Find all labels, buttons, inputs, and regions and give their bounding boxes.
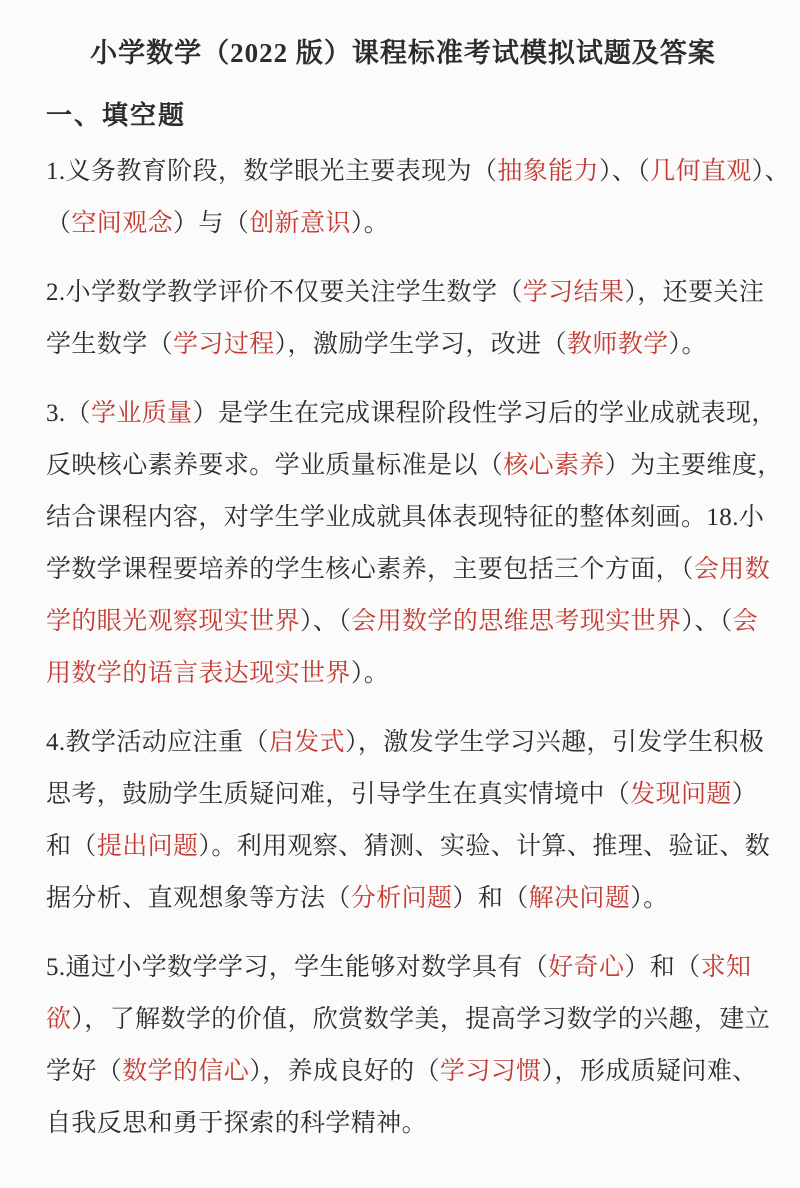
body-text: ），形成质疑问难、	[541, 1058, 758, 1085]
answer-text: 几何直观	[650, 158, 752, 185]
text-line	[46, 1046, 760, 1098]
body-text: ），激发学生学习兴趣，引发学生积极	[344, 729, 765, 756]
body-text: 自我反思和勇于探索的科学精神。	[46, 1110, 428, 1137]
questions-list	[46, 146, 791, 1150]
body-text: ），还要关注	[624, 279, 765, 306]
document-title: 小学数学（2022 版）课程标准考试模拟试题及答案	[90, 38, 716, 68]
body-text: 思考，鼓励学生质疑问难，引导学生在真实情境中（	[46, 781, 631, 808]
question-paragraph	[46, 267, 765, 371]
body-text: （	[46, 210, 72, 237]
body-text: ）。	[350, 210, 390, 237]
body-text: ）是学生在完成课程阶段性学习后的学业成就表现，	[192, 400, 777, 427]
answer-text: 启发式	[268, 729, 345, 756]
answer-text: 学习结果	[522, 279, 625, 306]
answer-text: 数学的信心	[122, 1058, 250, 1085]
body-text: 结合课程内容，对学生学业成就具体表现特征的整体刻画。18.小	[46, 504, 765, 531]
body-text: 学好（	[46, 1058, 123, 1085]
text-line	[46, 388, 777, 440]
text-line	[46, 146, 791, 198]
text-line	[46, 648, 760, 700]
body-text: ），激励学生学习，改进（	[274, 331, 567, 358]
text-line	[46, 596, 760, 648]
body-text: 4.教学活动应注重（	[46, 729, 269, 756]
text-line	[46, 440, 783, 492]
body-text: ）、（	[681, 608, 733, 635]
answer-text: 会用数学的思维思考现实世界	[351, 608, 682, 635]
body-text: ）。利用观察、猜测、实验、计算、推理、验证、数	[198, 833, 771, 860]
text-line	[46, 267, 765, 319]
answer-text: 会用数	[693, 556, 771, 583]
answer-text: 解决问题	[528, 885, 631, 912]
text-line	[46, 994, 771, 1046]
answer-text: 空间观念	[71, 210, 174, 237]
answer-text: 教师教学	[566, 331, 669, 358]
body-text: ）、	[751, 158, 791, 185]
body-text: ）。	[630, 885, 669, 912]
body-text: 反映核心素养要求。学业质量标准是以（	[46, 452, 504, 479]
body-text: 学数学课程要培养的学生核心素养，主要包括三个方面，（	[46, 556, 694, 583]
answer-text: 提出问题	[96, 833, 199, 860]
body-text: 3.（	[46, 400, 91, 427]
body-text: 学生数学（	[46, 331, 174, 358]
body-text: ）和（	[452, 885, 529, 912]
body-text: ）、（	[598, 158, 651, 185]
body-text: ），了解数学的价值，欣赏数学美，提高学习数学的兴趣，建立	[71, 1006, 771, 1033]
answer-text: 欲	[46, 1006, 72, 1033]
answer-text: 抽象能力	[497, 158, 599, 185]
text-line	[46, 544, 771, 596]
question-paragraph	[46, 942, 771, 1150]
body-text: 5.通过小学数学学习，学生能够对数学具有（	[46, 954, 549, 981]
question-paragraph	[46, 717, 771, 925]
body-text: ）为主要维度，	[604, 452, 783, 479]
answer-text: 会	[732, 608, 759, 635]
text-line	[46, 198, 760, 250]
answer-text: 分析问题	[350, 885, 453, 912]
answer-text: 创新意识	[249, 210, 351, 237]
body-text: 据分析、直观想象等方法（	[46, 885, 351, 912]
answer-text: 学习习惯	[439, 1058, 542, 1085]
body-text: 2.小学数学教学评价不仅要关注学生数学（	[46, 279, 523, 306]
text-line	[46, 769, 760, 821]
answer-text: 核心素养	[503, 452, 605, 479]
text-line	[46, 319, 760, 371]
answer-text: 用数学的语言表达现实世界	[46, 660, 351, 687]
section-heading: 一、填空题	[46, 101, 187, 130]
answer-text: 求知	[700, 954, 752, 981]
body-text: ）和（	[624, 954, 701, 981]
body-text: ）、（	[300, 608, 352, 635]
answer-text: 好奇心	[548, 954, 625, 981]
body-text: 1.义务教育阶段，数学眼光主要表现为（	[46, 158, 498, 185]
answer-text: 学习过程	[173, 331, 275, 358]
question-paragraph	[46, 146, 791, 250]
body-text: ）	[731, 781, 758, 808]
text-line	[46, 717, 765, 769]
answer-text: 发现问题	[630, 781, 732, 808]
body-text: ）。	[350, 660, 390, 687]
body-text: ），养成良好的（	[249, 1058, 440, 1085]
text-line	[46, 492, 765, 544]
answer-text: 学业质量	[90, 400, 193, 427]
body-text: ）与（	[173, 210, 250, 237]
text-line	[46, 821, 771, 873]
body-text: 和（	[46, 833, 97, 860]
answer-text: 学的眼光观察现实世界	[46, 608, 301, 635]
text-line	[46, 1098, 760, 1150]
text-line	[46, 873, 760, 925]
body-text: ）。	[668, 331, 707, 358]
text-line	[46, 942, 760, 994]
question-paragraph	[46, 388, 783, 700]
